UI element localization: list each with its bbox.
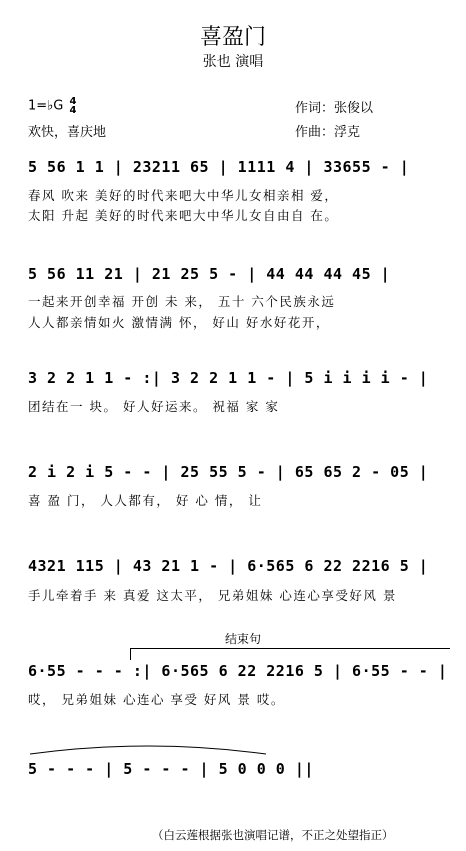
transcription-note: （白云莲根据张也演唱记谱，不正之处望指正） (152, 828, 394, 842)
time-top: 4 (69, 96, 77, 107)
tempo-marking: 欢快，喜庆地 (28, 125, 107, 140)
lyrics-line-1b: 太阳 升起 美好的时代来吧大中华儿女自由自 在。 (28, 208, 339, 223)
volta-bracket-start (130, 648, 131, 660)
score-notes-line-1: 5 56 1 1 | 23211 65 | 1111 4 | 33655 - | (28, 158, 410, 176)
key-label: 1=♭G (28, 98, 64, 114)
score-notes-line-4: 2 i 2 i 5 - - | 25 55 5 - | 65 65 2 - 05 | (28, 463, 429, 481)
key-signature (28, 97, 76, 115)
singer-credit: 张也 演唱 (202, 54, 264, 70)
lyrics-line-1a: 春风 吹来 美好的时代来吧大中华儿女相亲相 爱， (28, 188, 339, 203)
score-notes-line-3: 3 2 2 1 1 - :| 3 2 2 1 1 - | 5 i i i i - | (28, 369, 429, 387)
lyrics-line-5: 手儿牵着手 来 真爱 这太平， 兄弟姐妹 心连心享受好风 景 (28, 588, 397, 603)
lyrics-line-2b: 人人都亲情如火 激情满 怀， 好山 好水好花开， (28, 315, 330, 330)
composer-credit: 作曲：浮克 (295, 125, 361, 140)
time-bottom: 4 (69, 105, 77, 116)
volta-bracket (130, 648, 450, 649)
score-notes-line-2: 5 56 11 21 | 21 25 5 - | 44 44 44 45 | (28, 265, 391, 283)
lyrics-line-4: 喜 盈 门， 人人都有， 好 心 情， 让 (28, 493, 263, 508)
score-notes-line-7: 5 - - - | 5 - - - | 5 0 0 0 || (28, 760, 314, 778)
score-notes-line-6: 6·55 - - - :| 6·565 6 22 2216 5 | 6·55 - - | (28, 662, 448, 680)
lyrics-line-6: 哎， 兄弟姐妹 心连心 享受 好风 景 哎。 (28, 692, 285, 707)
song-title: 喜盈门 (199, 25, 266, 50)
score-notes-line-5: 4321 115 | 43 21 1 - | 6·565 6 22 2216 5 | (28, 557, 429, 575)
volta-label: 结束句 (225, 632, 262, 646)
time-signature (70, 97, 77, 115)
lyricist-credit: 作词：张俊以 (295, 101, 374, 116)
lyrics-line-3: 团结在一 块。 好人好运来。 祝福 家 家 (28, 399, 280, 414)
lyrics-line-2a: 一起来开创幸福 开创 未 来， 五十 六个民族永远 (28, 294, 336, 309)
long-tie-arc (28, 740, 268, 756)
